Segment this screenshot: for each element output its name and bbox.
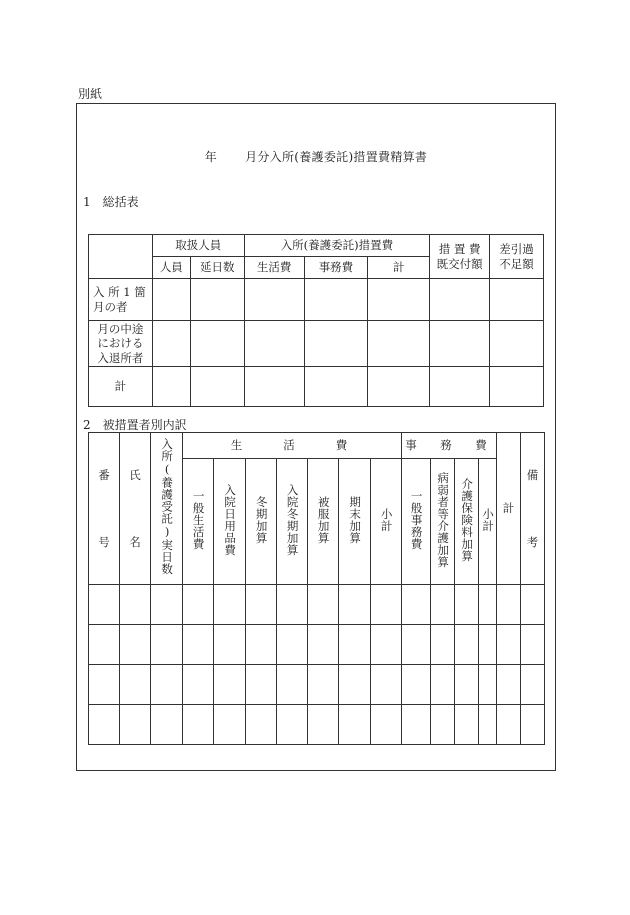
row2-line1: 月の中途 [97,321,144,336]
header-name [120,433,151,585]
header-handled: 取扱人員 [152,235,244,257]
header-living-cost: 生 活 費 [183,433,402,459]
header-remarks [521,433,545,585]
summary-corner-cell [89,235,153,279]
header-measure-cost: 入所(養護委託)措置費 [244,235,430,257]
header-remarks-bottom: 考 [526,534,539,549]
table-row [89,367,544,407]
row2-line2: における [97,336,144,351]
form-title [76,148,556,165]
header-office-subtotal: 小計 [479,459,497,585]
header-living: 生活費 [244,257,304,279]
header-winter-add: 冬期加算 [246,459,277,585]
header-persons: 人員 [152,257,190,279]
header-number [89,433,120,585]
header-total: 計 [497,433,521,585]
row-label-full-month [89,279,153,321]
section2-heading: 2 被措置者別内訳 [83,418,187,432]
header-name-top: 氏 [129,468,141,483]
header-weak-care-add: 病弱者等介護加算 [431,459,455,585]
header-subtotal: 計 [368,257,430,279]
header-remarks-top: 備 [526,468,539,483]
row-label-total: 計 [89,367,153,407]
header-actual-days [151,433,183,585]
breakdown-table [88,432,545,745]
row1-line1: 入 所 1 箇 [93,285,146,300]
header-care-ins-add: 介護保険料加算 [455,459,479,585]
table-row [89,665,545,705]
header-general-living: 一般生活費 [183,459,214,585]
section1-heading: 1 総括表 [83,195,139,209]
header-diff-line1: 差引過 [499,242,534,257]
header-actual-days-text: 入所(養護受託)実日数 [160,438,175,576]
table-row [89,585,545,625]
header-daily-goods: 入院日用品費 [214,459,246,585]
attachment-label: 別紙 [78,87,103,101]
header-clothing-add: 被服加算 [308,459,339,585]
header-name-bottom: 名 [129,534,141,549]
header-office: 事務費 [304,257,368,279]
header-diff-line2: 不足額 [499,256,534,271]
table-row [89,321,544,367]
header-number-bottom: 号 [98,534,110,549]
header-general-office: 一般事務費 [402,459,431,585]
header-paid [430,235,490,279]
table-row [89,625,545,665]
header-office-cost: 事 務 費 [402,433,497,459]
summary-table [88,234,544,407]
title-month-text: 月分入所(養護委託)措置費精算書 [245,150,428,164]
header-diff [490,235,544,279]
header-yearend-add: 期末加算 [339,459,371,585]
header-living-subtotal: 小計 [371,459,402,585]
title-year: 年 [204,150,218,164]
table-row [89,279,544,321]
row2-line3: 入退所者 [97,350,144,365]
table-row [89,705,545,745]
header-paid-line1: 措 置 費 [438,242,481,257]
header-number-top: 番 [98,468,110,483]
header-total-days: 延日数 [190,257,244,279]
header-paid-line2: 既交付額 [436,256,483,271]
header-hosp-winter-add: 入院冬期加算 [277,459,308,585]
row1-line2: 月の者 [93,299,128,314]
row-label-midmonth [89,321,153,367]
